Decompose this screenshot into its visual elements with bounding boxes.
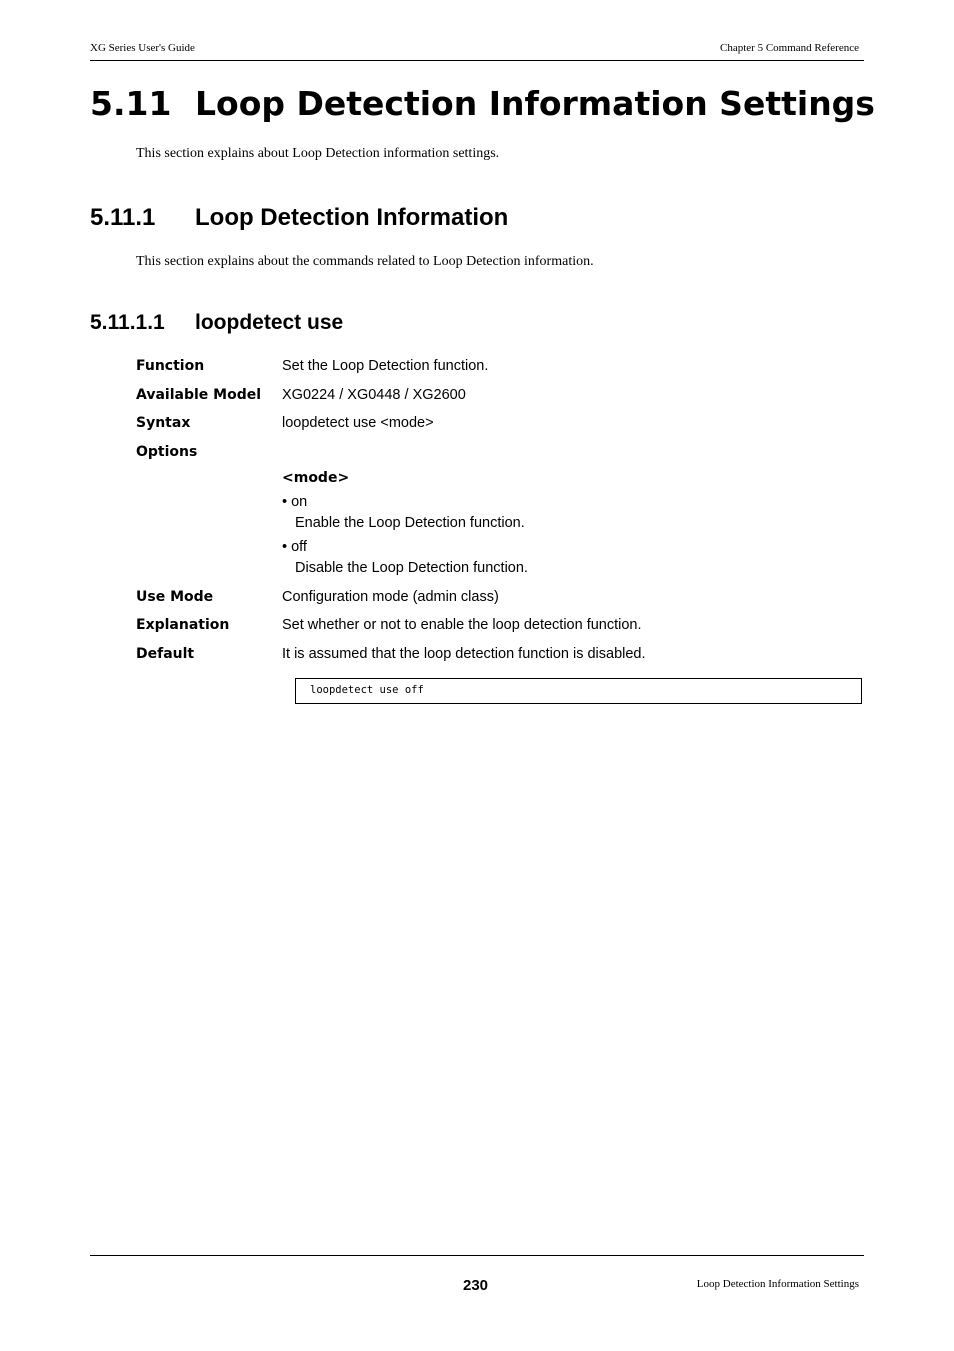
default-code-box bbox=[295, 678, 862, 704]
model-label: Available Model bbox=[136, 387, 262, 403]
section-heading bbox=[90, 84, 875, 123]
command-heading bbox=[90, 311, 343, 335]
section-intro: This section explains about Loop Detection information settings. bbox=[136, 146, 500, 161]
subsection-title: Loop Detection Information bbox=[195, 204, 509, 231]
default-value: It is assumed that the loop detection function is disabled. bbox=[282, 646, 646, 662]
command-number: 5.11.1.1 bbox=[90, 311, 165, 334]
function-value: Set the Loop Detection function. bbox=[282, 358, 489, 374]
explanation-label: Explanation bbox=[136, 617, 230, 633]
section-number: 5.11 bbox=[90, 84, 172, 123]
footer-divider bbox=[90, 1255, 864, 1256]
section-title: Loop Detection Information Settings bbox=[195, 84, 875, 123]
header-guide-title: XG Series User's Guide bbox=[90, 42, 195, 54]
options-label: Options bbox=[136, 444, 198, 460]
header-chapter: Chapter 5 Command Reference bbox=[720, 42, 859, 54]
subsection-number: 5.11.1 bbox=[90, 204, 156, 231]
explanation-value: Set whether or not to enable the loop detection function. bbox=[282, 617, 642, 633]
usemode-value: Configuration mode (admin class) bbox=[282, 589, 499, 605]
usemode-label: Use Mode bbox=[136, 589, 214, 605]
subsection-heading bbox=[90, 204, 508, 232]
option-off: • off bbox=[282, 539, 307, 555]
option-on-desc: Enable the Loop Detection function. bbox=[295, 515, 525, 531]
default-code: loopdetect use off bbox=[310, 684, 424, 696]
syntax-value: loopdetect use <mode> bbox=[282, 415, 434, 431]
footer-section-title: Loop Detection Information Settings bbox=[696, 1278, 859, 1290]
option-off-desc: Disable the Loop Detection function. bbox=[295, 560, 528, 576]
default-label: Default bbox=[136, 646, 195, 662]
subsection-intro: This section explains about the commands related to Loop Detection information. bbox=[136, 254, 594, 269]
syntax-label: Syntax bbox=[136, 415, 191, 431]
model-value: XG0224 / XG0448 / XG2600 bbox=[282, 387, 466, 403]
header-divider bbox=[90, 60, 864, 61]
function-label: Function bbox=[136, 358, 205, 374]
option-name: <mode> bbox=[282, 470, 350, 486]
command-title: loopdetect use bbox=[195, 311, 344, 334]
page-number: 230 bbox=[463, 1277, 489, 1294]
option-on: • on bbox=[282, 494, 308, 510]
